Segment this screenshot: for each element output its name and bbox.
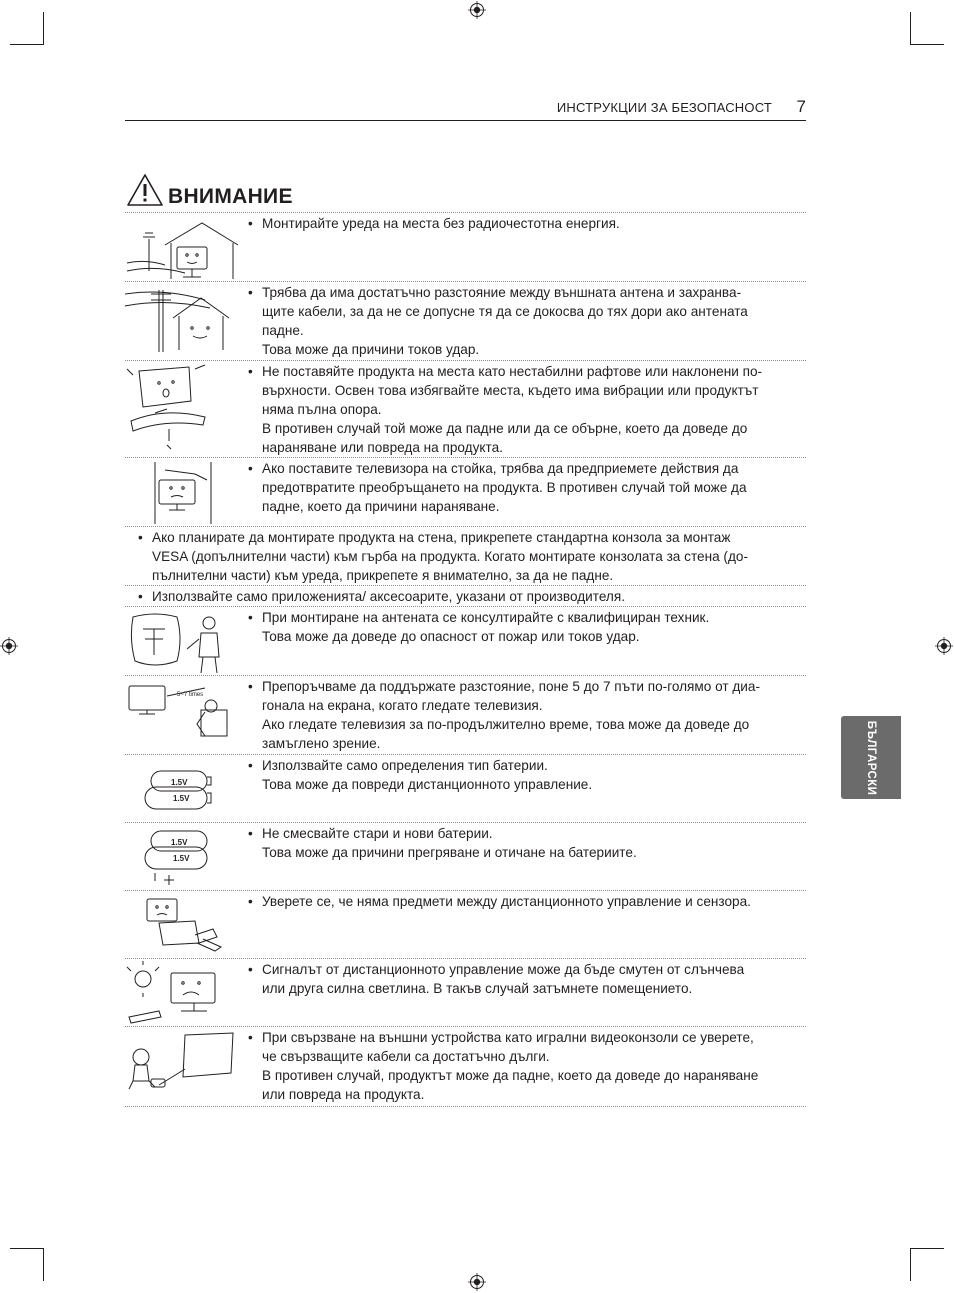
bullet-line: • При свързване на външни устройства като игрални видеоконзоли се уверете,	[248, 1028, 803, 1047]
caution-item	[125, 585, 806, 606]
text-line: предотвратите преобръщането на продукта. В противен случай той може да	[262, 480, 747, 495]
remote-obstacle-illustration-icon	[125, 893, 240, 959]
unstable-tv-illustration-icon	[125, 363, 240, 453]
bullet-line: • Монтирайте уреда на места без радиочестотна енергия.	[248, 214, 803, 233]
distance-label: 5~7 times	[177, 692, 204, 698]
console-cable-illustration-icon	[125, 1029, 240, 1101]
text-line: В противен случай той може да падне или да се обърне, което да доведе до	[262, 421, 748, 436]
caution-item	[125, 890, 806, 959]
caution-text	[138, 587, 803, 606]
crop-mark	[910, 1248, 911, 1281]
text-line: падне, което да причини нараняване.	[262, 499, 500, 514]
text-line: или повреда на продукта.	[262, 1087, 425, 1102]
registration-mark-icon	[0, 637, 18, 655]
battery-label: 1.5V	[171, 778, 188, 787]
viewing-distance-illustration-icon	[125, 678, 240, 750]
crop-mark	[43, 12, 44, 45]
caution-item	[125, 822, 806, 890]
section-title: ИНСТРУКЦИИ ЗА БЕЗОПАСНОСТ	[556, 100, 772, 115]
text-line: Това може да доведе до опасност от пожар или токов удар.	[262, 629, 640, 644]
caution-text	[248, 756, 803, 794]
bullet-line: • Не смесвайте стари и нови батерии.	[248, 824, 803, 843]
caution-item	[125, 754, 806, 823]
text-line: Ако гледате телевизия за по-продължително време, това може да доведе до	[262, 717, 750, 732]
battery-label: 1.5V	[173, 794, 190, 803]
crop-mark	[10, 1248, 43, 1249]
crop-mark	[910, 12, 911, 45]
caution-text	[248, 608, 803, 646]
caution-item	[125, 958, 806, 1027]
power-line-house-illustration-icon	[125, 284, 240, 356]
caution-item	[125, 1026, 806, 1107]
text-line: върхности. Освен това избягвайте места, където има вибрации или продуктът	[262, 383, 759, 398]
bullet-line: • Сигналът от дистанционното управление може да бъде смутен от слънчева	[248, 960, 803, 979]
crop-mark	[911, 44, 944, 45]
bullet-line: • Ако планирате да монтирате продукта на стена, прикрепете стандартна конзола за монтаж	[138, 528, 803, 547]
registration-mark-icon	[935, 637, 953, 655]
warning-triangle-icon	[126, 173, 164, 207]
text-line: щите кабели, за да не се допусне тя да се докосва до тях дори ако антената	[262, 304, 748, 319]
house-antenna-illustration-icon	[125, 215, 240, 281]
registration-mark-icon	[468, 1273, 486, 1291]
text-line: или друга силна светлина. В такъв случай затъмнете помещението.	[262, 981, 693, 996]
caution-text	[248, 214, 803, 233]
text-line: няма пълна опора.	[262, 402, 382, 417]
caution-text	[248, 677, 803, 753]
battery-label: 1.5V	[173, 854, 190, 863]
page-number: 7	[796, 97, 806, 116]
caution-text	[248, 824, 803, 862]
caution-text	[248, 1028, 803, 1104]
text-line: нараняване или повреда на продукта.	[262, 440, 503, 455]
tv-stand-wall-illustration-icon	[125, 460, 240, 526]
caution-item	[125, 457, 806, 526]
text-line: пълнителни части) към уреда, прикрепете я внимателно, за да не падне.	[152, 568, 614, 583]
bullet-line: • Използвайте само приложенията/ аксесоарите, указани от производителя.	[138, 587, 803, 606]
caution-item	[125, 526, 806, 586]
caution-item	[125, 606, 806, 675]
mixed-batteries-illustration-icon	[125, 825, 240, 891]
battery-label: 1.5V	[171, 838, 188, 847]
language-tab-label: БЪЛГАРСКИ	[865, 720, 877, 795]
caution-item	[125, 675, 806, 755]
bullet-line: • Трябва да има достатъчно разстояние между външната антена и захранва-	[248, 283, 803, 302]
text-line: гонала на екрана, когато гледате телевизия.	[262, 698, 543, 713]
crop-mark	[43, 1248, 44, 1281]
crop-mark	[10, 44, 43, 45]
caution-text	[248, 459, 803, 516]
bullet-line: • Ако поставите телевизора на стойка, трябва да предприемете действия да	[248, 459, 803, 478]
caution-text	[248, 960, 803, 998]
caution-text	[248, 283, 803, 359]
text-line: Това може да повреди дистанционното управление.	[262, 777, 593, 792]
bullet-line: • Уверете се, че няма предмети между дистанционното управление и сензора.	[248, 892, 803, 911]
text-line: замъглено зрение.	[262, 736, 381, 751]
caution-item	[125, 360, 806, 458]
crop-mark	[911, 1248, 944, 1249]
caution-item	[125, 281, 806, 361]
caution-text	[248, 892, 803, 911]
sunlight-remote-illustration-icon	[125, 961, 240, 1027]
caution-item	[125, 212, 806, 281]
text-line: Това може да причини прегряване и отичане на батериите.	[262, 845, 637, 860]
language-tab	[841, 716, 901, 799]
text-line: че свързващите кабели са достатъчно дълги.	[262, 1049, 550, 1064]
caution-text	[138, 528, 803, 585]
caution-text	[248, 362, 803, 457]
batteries-illustration-icon	[125, 757, 240, 823]
page-header	[125, 98, 806, 121]
text-line: Това може да причини токов удар.	[262, 342, 480, 357]
text-line: падне.	[262, 323, 304, 338]
technician-antenna-illustration-icon	[125, 609, 240, 675]
bullet-line: • Препоръчваме да поддържате разстояние, поне 5 до 7 пъти по-голямо от диа-	[248, 677, 803, 696]
bullet-line: • При монтиране на антената се консултирайте с квалифициран техник.	[248, 608, 803, 627]
text-line: В противен случай, продуктът може да падне, което да доведе до нараняване	[262, 1068, 759, 1083]
bullet-line: • Не поставяйте продукта на места като нестабилни рафтове или наклонени по-	[248, 362, 803, 381]
text-line: VESA (допълнителни части) към гърба на продукта. Когато монтирате конзолата за стена (до-	[152, 549, 748, 564]
page-title: ВНИМАНИЕ	[168, 185, 293, 208]
registration-mark-icon	[468, 1, 486, 19]
bullet-line: • Използвайте само определения тип батерии.	[248, 756, 803, 775]
